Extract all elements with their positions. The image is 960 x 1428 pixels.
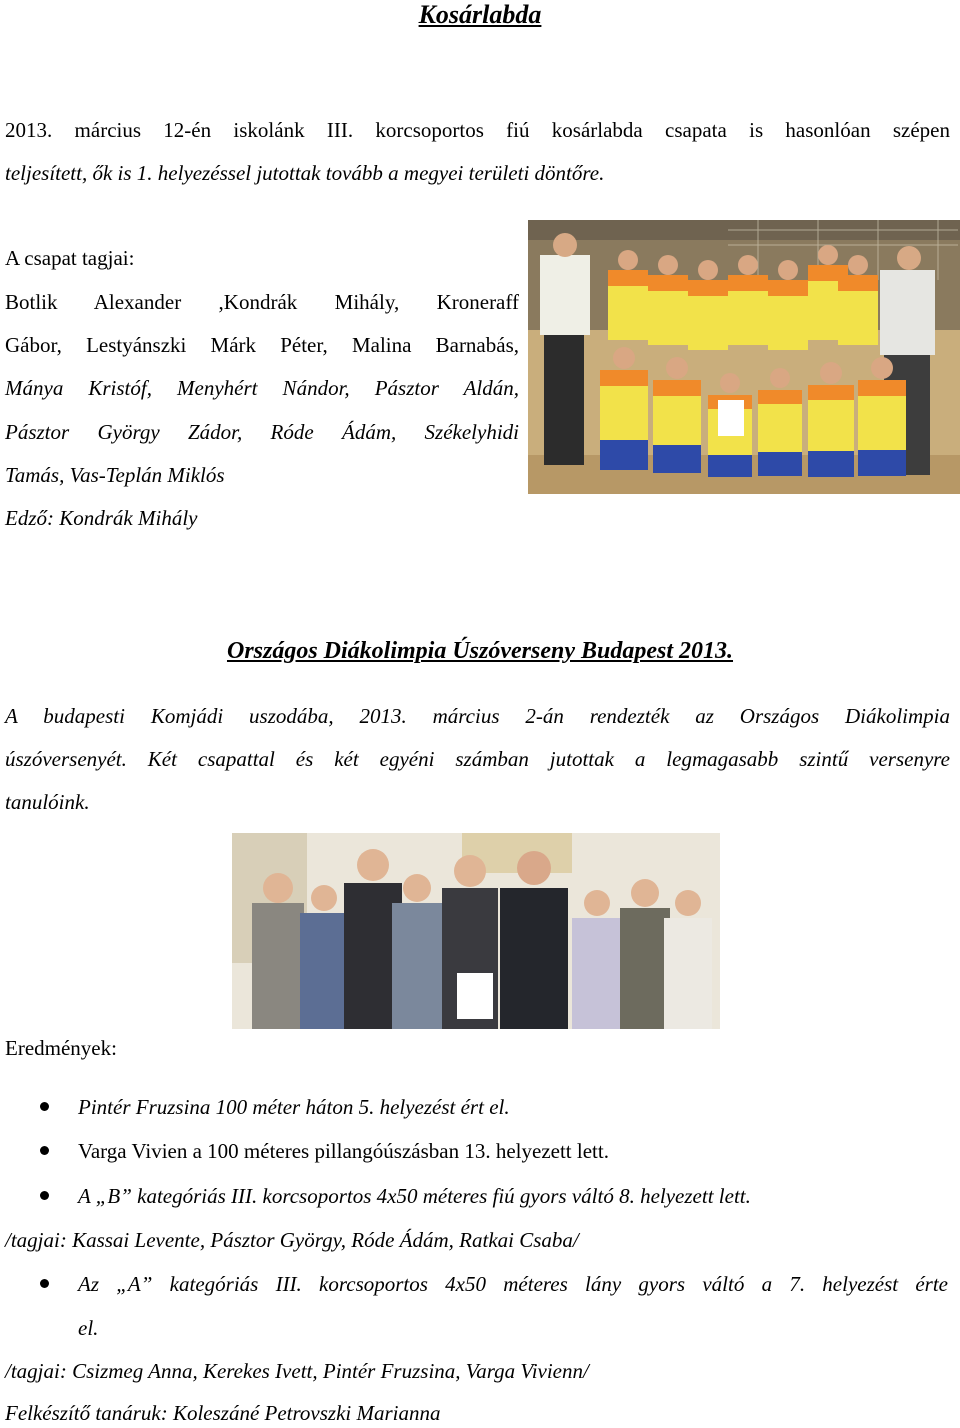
team-members-line-5: Tamás, Vas-Teplán Miklós bbox=[5, 463, 225, 487]
basketball-team-photo bbox=[528, 220, 960, 494]
basketball-intro-line-1: 2013. március 12-én iskolánk III. korcsoportos fiú kosárlabda csapata is hasonlóan szépen bbox=[5, 118, 950, 142]
coach-line: Edző: Kondrák Mihály bbox=[5, 506, 198, 530]
team-members-line-3: Mánya Kristóf, Menyhért Nándor, Pásztor Aldán, bbox=[5, 376, 519, 400]
swimming-intro-line-1: A budapesti Komjádi uszodába, 2013. március 2-án rendezték az Országos Diákolimpia bbox=[5, 704, 950, 728]
basketball-title: Kosárlabda bbox=[418, 0, 542, 29]
swimming-intro-line-3: tanulóink. bbox=[5, 790, 90, 814]
team-a-members: /tagjai: Csizmeg Anna, Kerekes Ivett, Pintér Fruzsina, Varga Vivienn/ bbox=[5, 1359, 589, 1383]
team-members-line-4: Pásztor György Zádor, Róde Ádám, Székelyhidi bbox=[5, 420, 519, 444]
bullet-icon bbox=[40, 1102, 49, 1111]
swimming-intro-line-2: úszóversenyét. Két csapattal és két egyéni számban jutottak a legmagasabb szintű versenyre bbox=[5, 747, 950, 771]
team-members-line-2: Gábor, Lestyánszki Márk Péter, Malina Barnabás, bbox=[5, 333, 519, 357]
bullet-icon bbox=[40, 1279, 49, 1288]
team-members-line-1: Botlik Alexander ,Kondrák Mihály, Kroneraff bbox=[5, 290, 519, 314]
result-item-3: A „B” kategóriás III. korcsoportos 4x50 méteres fiú gyors váltó 8. helyezett lett. bbox=[78, 1184, 751, 1208]
bullet-icon bbox=[40, 1191, 49, 1200]
results-label: Eredmények: bbox=[5, 1036, 117, 1060]
result-item-1: Pintér Fruzsina 100 méter háton 5. helyezést ért el. bbox=[78, 1095, 510, 1119]
swimming-group-photo bbox=[232, 833, 720, 1029]
result-item-2: Varga Vivien a 100 méteres pillangóúszásban 13. helyezett lett. bbox=[78, 1139, 609, 1163]
bullet-icon bbox=[40, 1146, 49, 1155]
team-b-members: /tagjai: Kassai Levente, Pásztor György, Róde Ádám, Ratkai Csaba/ bbox=[5, 1228, 579, 1252]
team-members-label: A csapat tagjai: bbox=[5, 246, 135, 270]
result-item-4-line-2: el. bbox=[78, 1316, 99, 1340]
swimming-title: Országos Diákolimpia Úszóverseny Budapest 2013. bbox=[226, 638, 734, 664]
result-item-4-line-1: Az „A” kategóriás III. korcsoportos 4x50 méteres lány gyors váltó a 7. helyezést érte bbox=[78, 1272, 948, 1296]
basketball-intro-line-2: teljesített, ők is 1. helyezéssel jutottak tovább a megyei területi döntőre. bbox=[5, 161, 605, 185]
teacher-line: Felkészítő tanáruk: Koleszáné Petrovszki Marianna bbox=[5, 1401, 441, 1425]
